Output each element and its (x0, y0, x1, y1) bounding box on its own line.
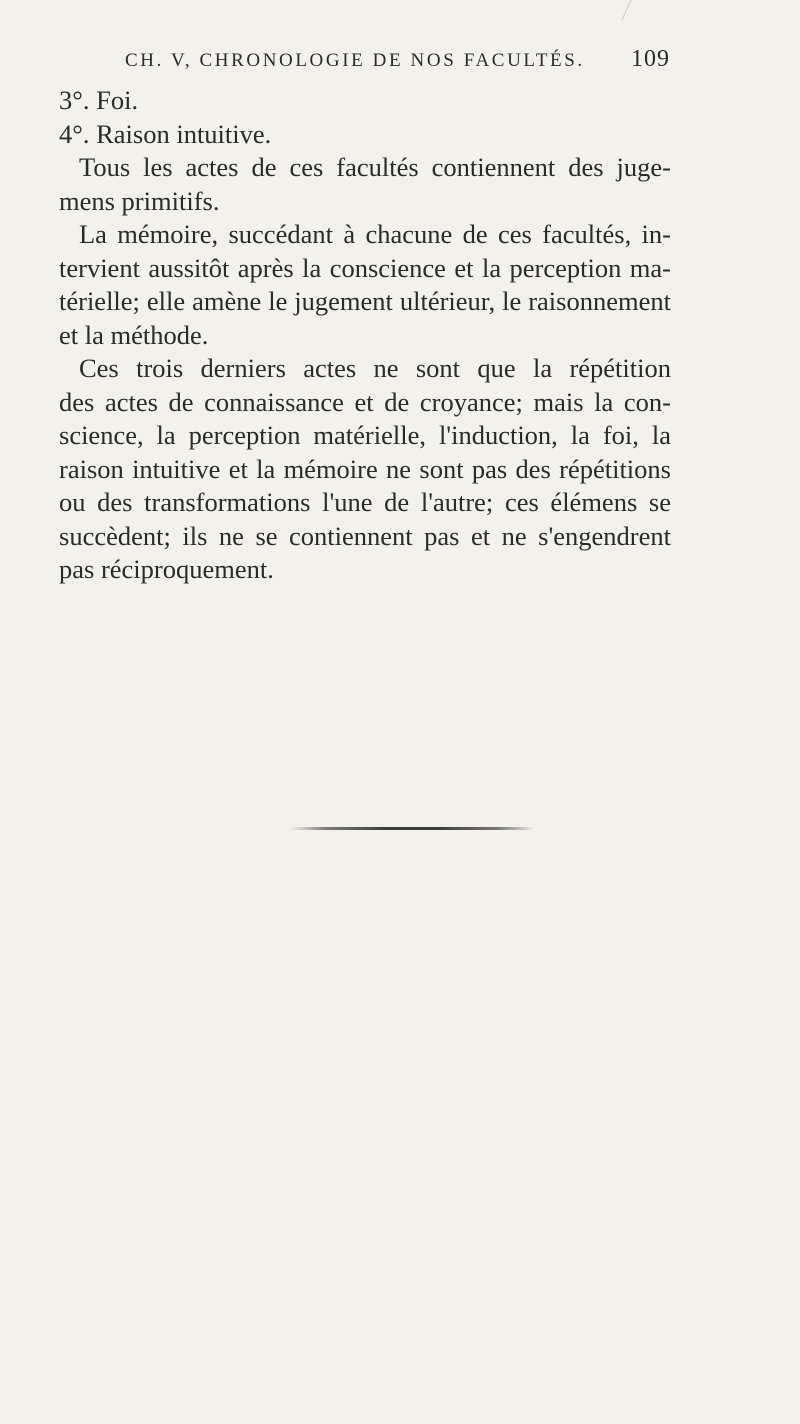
end-of-chapter-rule (290, 827, 535, 830)
text-line: Tous les actes de ces facultés contiennent des juge- (79, 152, 671, 182)
text-line-item-4: 4°. Raison intuitive. (59, 118, 272, 149)
page-edge-mark (607, 0, 631, 20)
page-number: 109 (631, 46, 670, 72)
text-line: La mémoire, succédant à chacune de ces facultés, in- (79, 219, 671, 249)
text-line: térielle; elle amène le jugement ultérieur, le raisonnement (59, 286, 671, 316)
text-line-item-3: 3°. Foi. (59, 85, 139, 115)
page-header (125, 46, 670, 80)
body-text (59, 84, 671, 587)
running-title: CH. V, CHRONOLOGIE DE NOS FACULTÉS. (125, 50, 585, 71)
text-line: Ces trois derniers actes ne sont que la répétition (79, 353, 671, 383)
text-line: des actes de connaissance et de croyance; mais la con- (59, 386, 671, 417)
text-line: succèdent; ils ne se contiennent pas et ne s'engendrent (59, 520, 671, 551)
text-line: tervient aussitôt après la conscience et la perception ma- (59, 252, 671, 283)
text-line: ou des transformations l'une de l'autre; ces élémens se (59, 487, 671, 517)
text-line: raison intuitive et la mémoire ne sont pas des répétitions (59, 453, 671, 484)
text-line: mens primitifs. (59, 185, 220, 216)
text-line: science, la perception matérielle, l'induction, la foi, la (59, 420, 671, 450)
text-line: pas réciproquement. (59, 554, 274, 584)
text-line: et la méthode. (59, 319, 209, 350)
